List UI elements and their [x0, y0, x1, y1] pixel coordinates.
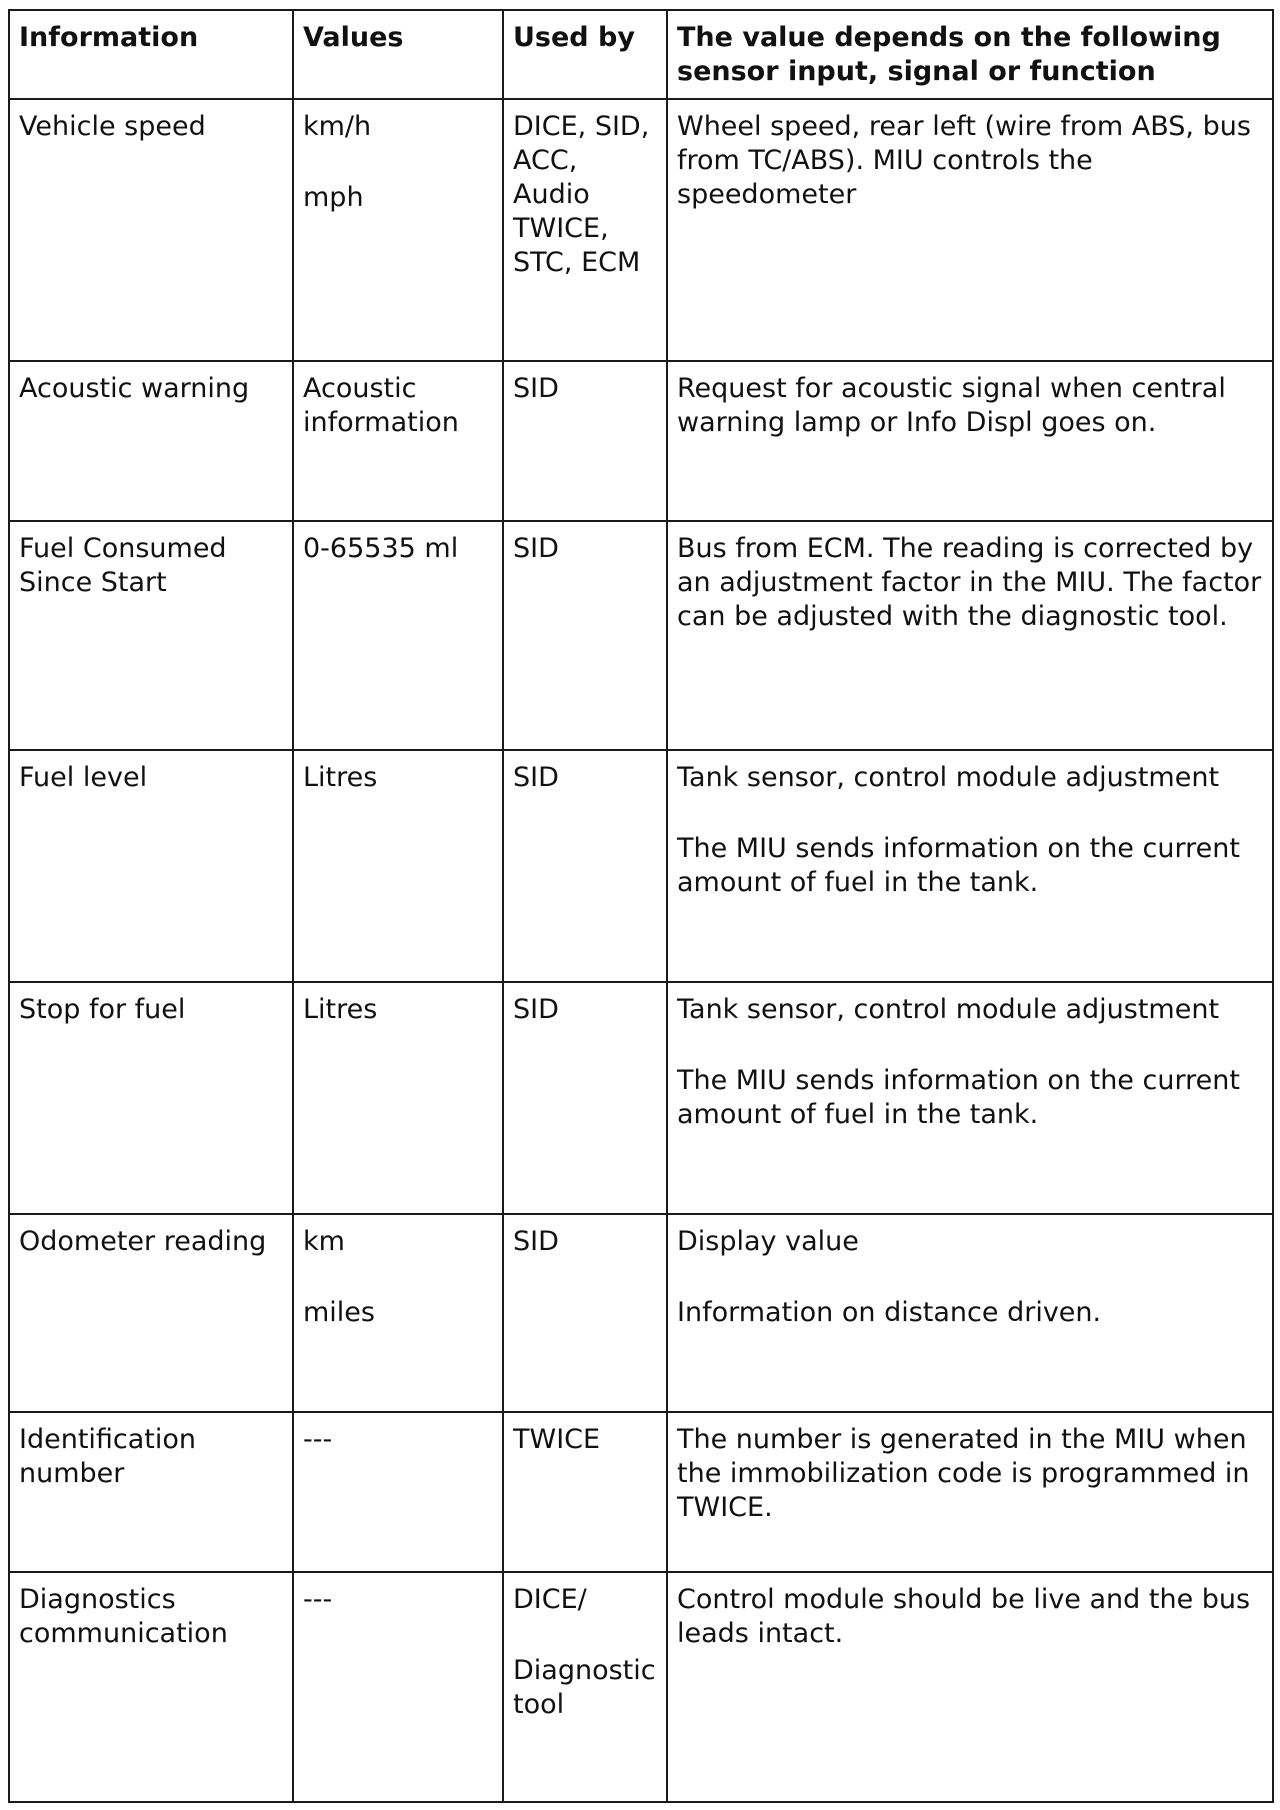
cell-values	[293, 361, 503, 521]
depends-on-text: Control module should be live and the bus leads intact.	[677, 1584, 1251, 1649]
value-text: ---	[303, 1424, 333, 1455]
used-by-text: SID	[513, 373, 559, 404]
cell-depends-on	[667, 982, 1273, 1214]
cell-information: Fuel Consumed Since Start	[9, 521, 293, 750]
value-text: 0-65535 ml	[303, 533, 459, 564]
depends-on-text: Wheel speed, rear left (wire from ABS, bus from TC/ABS). MIU controls the speedometer	[677, 111, 1251, 210]
header-used-by: Used by	[503, 10, 667, 99]
cell-used-by	[503, 982, 667, 1214]
cell-depends-on	[667, 1214, 1273, 1412]
cell-depends-on	[667, 750, 1273, 982]
cell-information: Diagnostics communication	[9, 1572, 293, 1802]
cell-used-by	[503, 99, 667, 361]
used-by-text: SID	[513, 1226, 559, 1257]
cell-values	[293, 982, 503, 1214]
cell-depends-on	[667, 521, 1273, 750]
value-text: Litres	[303, 762, 378, 793]
table-row	[9, 521, 1273, 750]
used-by-text: TWICE	[513, 1424, 601, 1455]
depends-on-text: Tank sensor, control module adjustment	[677, 994, 1220, 1025]
table-row	[9, 750, 1273, 982]
used-by-text: DICE, SID, ACC, Audio TWICE, STC, ECM	[513, 111, 650, 278]
cell-used-by	[503, 361, 667, 521]
value-text: Litres	[303, 994, 378, 1025]
depends-on-text: Request for acoustic signal when central warning lamp or Info Displ goes on.	[677, 373, 1226, 438]
cell-depends-on	[667, 1572, 1273, 1802]
depends-on-text: The number is generated in the MIU when the immobilization code is programmed in TWICE.	[677, 1424, 1250, 1523]
table-row	[9, 982, 1273, 1214]
cell-information: Vehicle speed	[9, 99, 293, 361]
used-by-text: Diagnostic tool	[513, 1655, 656, 1720]
header-row	[9, 10, 1273, 99]
table-row	[9, 1412, 1273, 1572]
cell-used-by	[503, 521, 667, 750]
cell-values	[293, 1214, 503, 1412]
table-row	[9, 99, 1273, 361]
cell-values	[293, 521, 503, 750]
cell-used-by	[503, 1412, 667, 1572]
cell-values	[293, 99, 503, 361]
cell-used-by	[503, 1572, 667, 1802]
info-table	[8, 9, 1274, 1803]
cell-depends-on	[667, 361, 1273, 521]
value-text: miles	[303, 1297, 375, 1328]
cell-values	[293, 1572, 503, 1802]
cell-depends-on	[667, 1412, 1273, 1572]
value-text: km	[303, 1226, 345, 1257]
header-information: Information	[9, 10, 293, 99]
used-by-text: SID	[513, 533, 559, 564]
depends-on-text: Information on distance driven.	[677, 1297, 1102, 1328]
table-row	[9, 1572, 1273, 1802]
depends-on-text: The MIU sends information on the current amount of fuel in the tank.	[677, 1065, 1240, 1130]
cell-depends-on	[667, 99, 1273, 361]
cell-information: Odometer reading	[9, 1214, 293, 1412]
cell-used-by	[503, 750, 667, 982]
cell-information: Identification number	[9, 1412, 293, 1572]
cell-values	[293, 750, 503, 982]
cell-information: Fuel level	[9, 750, 293, 982]
cell-information: Acoustic warning	[9, 361, 293, 521]
depends-on-text: Display value	[677, 1226, 859, 1257]
depends-on-text: The MIU sends information on the current amount of fuel in the tank.	[677, 833, 1240, 898]
value-text: km/h	[303, 111, 372, 142]
table-row	[9, 361, 1273, 521]
cell-used-by	[503, 1214, 667, 1412]
cell-values	[293, 1412, 503, 1572]
depends-on-text: Bus from ECM. The reading is corrected by an adjustment factor in the MIU. The factor can be adjusted with the diagnostic tool.	[677, 533, 1262, 632]
value-text: mph	[303, 182, 364, 213]
used-by-text: DICE/	[513, 1584, 587, 1615]
used-by-text: SID	[513, 994, 559, 1025]
depends-on-text: Tank sensor, control module adjustment	[677, 762, 1220, 793]
cell-information: Stop for fuel	[9, 982, 293, 1214]
header-depends-on: The value depends on the following sensor input, signal or function	[667, 10, 1273, 99]
used-by-text: SID	[513, 762, 559, 793]
value-text: ---	[303, 1584, 333, 1615]
header-values: Values	[293, 10, 503, 99]
table-row	[9, 1214, 1273, 1412]
value-text: Acoustic information	[303, 373, 459, 438]
